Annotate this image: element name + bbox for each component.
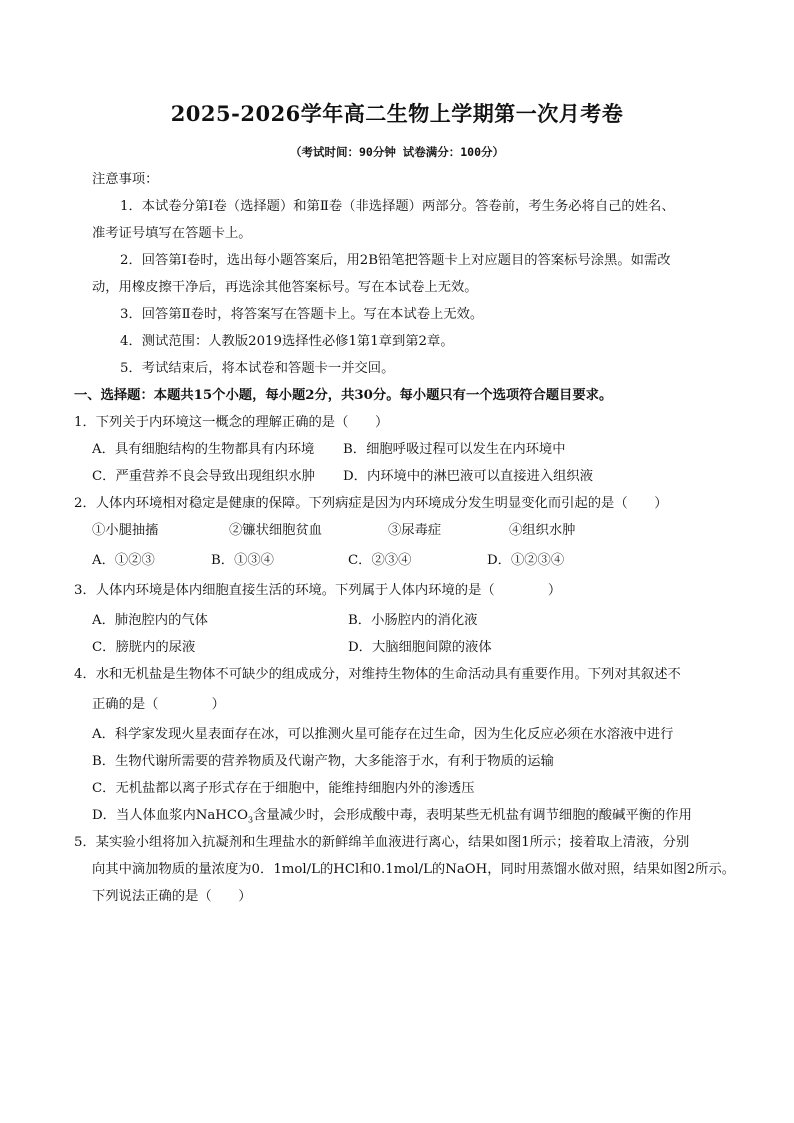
question-5-stem-line-2: 向其中滴加物质的量浓度为0．1mol/L的HCl和0.1mol/L的NaOH，同时用蒸馏水做对照，结果如图2所示。	[92, 862, 736, 877]
question-4-stem-line-2: 正确的是（ ）	[92, 697, 225, 712]
question-4-option-d	[92, 807, 692, 830]
question-2-option-b: B．①③④	[211, 553, 274, 568]
question-1-stem: 1．下列关于内环境这一概念的理解正确的是（ ）	[74, 415, 389, 430]
page-title: 2025-2026学年高二生物上学期第一次月考卷	[170, 101, 624, 126]
question-5-stem-line-1: 5．某实验小组将加入抗凝剂和生理盐水的新鲜绵羊血液进行离心，结果如图1所示；接着取上清液，分别	[74, 835, 690, 850]
question-2-item-4: ④组织水肿	[509, 523, 576, 538]
question-2-option-c: C．②③④	[348, 553, 412, 568]
note-2-line-2: 动，用橡皮擦干净后，再选涂其他答案标号。写在本试卷上无效。	[92, 280, 478, 295]
question-3-option-d: D．大脑细胞间隙的液体	[348, 640, 492, 655]
question-5-stem-line-3: 下列说法正确的是（ ）	[92, 889, 252, 904]
note-1-line-2: 准考证号填写在答题卡上。	[92, 226, 252, 241]
notes-heading: 注意事项：	[92, 172, 159, 187]
note-4: 4．测试范围：人教版2019选择性必修1第1章到第2章。	[120, 334, 454, 349]
question-2-stem: 2．人体内环境相对稳定是健康的保障。下列病症是因为内环境成分发生明显变化而引起的是（ ）	[74, 496, 668, 511]
subscript-3: 3	[247, 815, 254, 825]
question-2-item-2: ②镰状细胞贫血	[229, 523, 323, 538]
question-4-option-c: C．无机盐都以离子形式存在于细胞中，能维持细胞内外的渗透压	[92, 781, 475, 796]
question-4-option-b: B．生物代谢所需要的营养物质及代谢产物，大多能溶于水，有利于物质的运输	[92, 754, 554, 769]
question-3-option-c: C．膀胱内的尿液	[92, 640, 196, 655]
question-4-option-a: A．科学家发现火星表面存在冰，可以推测火星可能存在过生命，因为生化反应必须在水溶液中进行	[92, 727, 674, 742]
question-4-option-d-pre: D．当人体血浆内NaHCO	[92, 808, 248, 823]
question-2-option-d: D．①②③④	[487, 553, 565, 568]
question-4-stem-line-1: 4．水和无机盐是生物体不可缺少的组成成分，对维持生物体的生命活动具有重要作用。下列对其叙述不	[74, 667, 681, 682]
question-4-option-d-post: 含量减少时，会形成酸中毒，表明某些无机盐有调节细胞的酸碱平衡的作用	[253, 808, 692, 823]
note-5: 5．考试结束后，将本试卷和答题卡一并交回。	[120, 361, 395, 376]
question-3-option-b: B．小肠腔内的消化液	[348, 613, 478, 628]
exam-info: （考试时间：90分钟 试卷满分：100分）	[289, 145, 505, 159]
question-2-option-a: A．①②③	[92, 553, 155, 568]
question-1-option-b: B．细胞呼吸过程可以发生在内环境中	[343, 442, 566, 457]
question-3-option-a: A．肺泡腔内的气体	[92, 613, 208, 628]
note-3: 3．回答第Ⅱ卷时，将答案写在答题卡上。写在本试卷上无效。	[120, 307, 484, 322]
note-2-line-1: 2．回答第Ⅰ卷时，选出每小题答案后，用2B铅笔把答题卡上对应题目的答案标号涂黑。如需改	[120, 253, 671, 268]
question-2-item-1: ①小腿抽搐	[92, 523, 159, 538]
question-3-stem: 3．人体内环境是体内细胞直接生活的环境。下列属于人体内环境的是（ ）	[74, 583, 562, 598]
section-heading: 一、选择题：本题共15个小题，每小题2分，共30分。每小题只有一个选项符合题目要求。	[74, 388, 613, 403]
note-1-line-1: 1．本试卷分第Ⅰ卷（选择题）和第Ⅱ卷（非选择题）两部分。答卷前，考生务必将自己的姓名、	[120, 199, 675, 214]
question-1-option-d: D．内环境中的淋巴液可以直接进入组织液	[343, 469, 594, 484]
question-2-item-3: ③尿毒症	[388, 523, 442, 538]
question-1-option-c: C．严重营养不良会导致出现组织水肿	[92, 469, 315, 484]
question-1-option-a: A．具有细胞结构的生物都具有内环境	[92, 442, 315, 457]
